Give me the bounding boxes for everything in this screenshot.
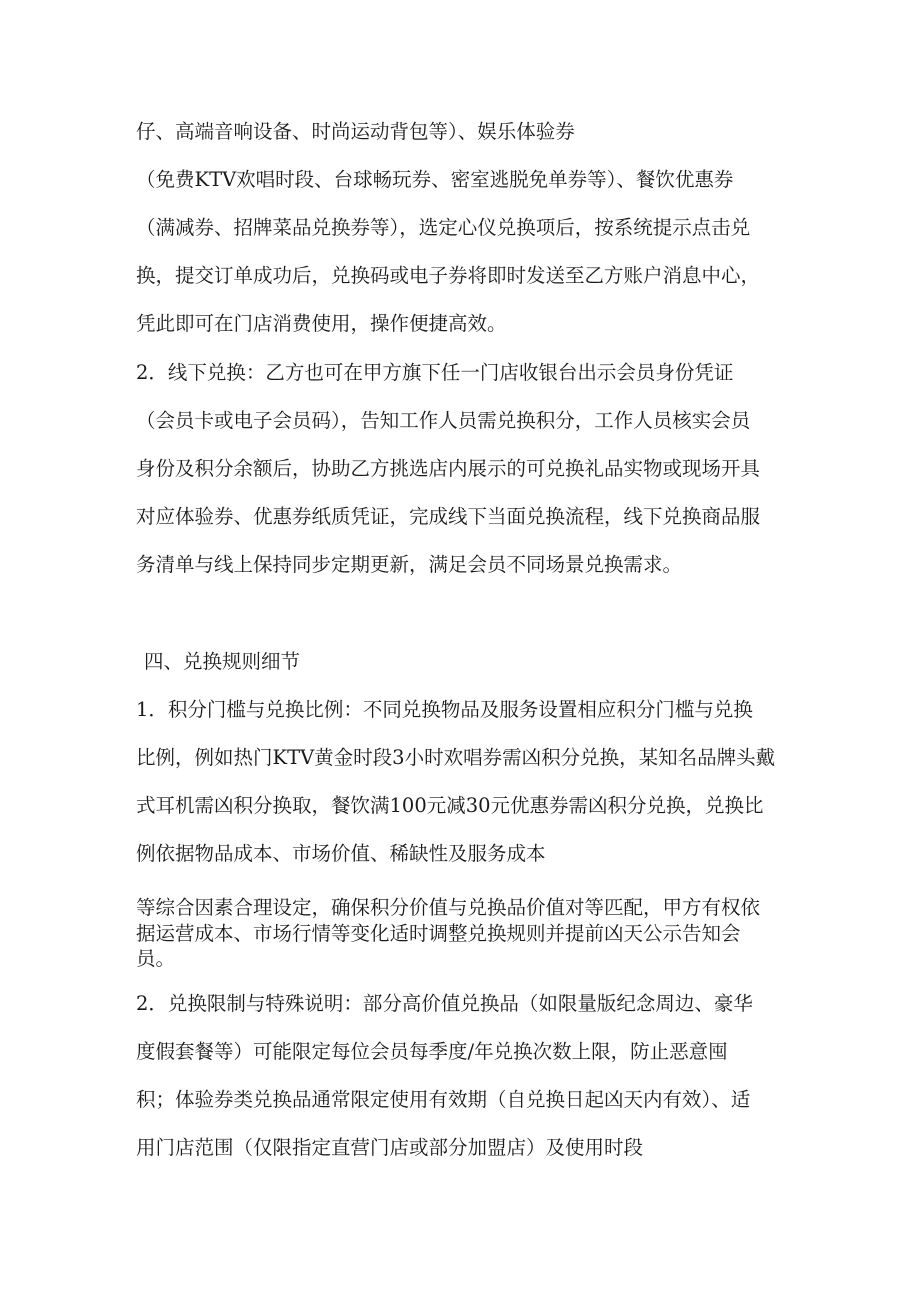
section-heading: 四、兑换规则细节 [144, 650, 301, 673]
text-line: 式耳机需凶积分换取，餐饮满100元减30元优惠券需凶积分兑换，兑换比 [136, 794, 764, 817]
text-line: 积；体验券类兑换品通常限定使用有效期（自兑换日起凶天内有效）、适 [136, 1088, 751, 1111]
text-line: 员。 [136, 947, 176, 970]
text-line: 身份及积分余额后，协助乙方挑选店内展示的可兑换礼品实物或现场开具 [136, 457, 761, 480]
text-line: 2．线下兑换：乙方也可在甲方旗下任一门店收银台出示会员身份凭证 [136, 361, 734, 384]
text-line: （满减券、招牌菜品兑换券等），选定心仪兑换项后，按系统提示点击兑 [136, 216, 751, 239]
text-line: 对应体验券、优惠券纸质凭证，完成线下当面兑换流程，线下兑换商品服 [136, 505, 761, 528]
text-line: 1．积分门槛与兑换比例：不同兑换物品及服务设置相应积分门槛与兑换 [136, 698, 753, 721]
text-line: 用门店范围（仅限指定直营门店或部分加盟店）及使用时段 [136, 1136, 644, 1159]
text-line: （免费KTV欢唱时段、台球畅玩券、密室逃脱免单券等）、餐饮优惠券 [136, 168, 734, 191]
text-line: 换，提交订单成功后，兑换码或电子券将即时发送至乙方账户消息中心， [136, 264, 761, 287]
text-line: 仔、高端音响设备、时尚运动背包等）、娱乐体验券 [136, 120, 575, 143]
text-line: 比例，例如热门KTV黄金时段3小时欢唱券需凶积分兑换，某知名品牌头戴 [136, 746, 776, 769]
text-line: 等综合因素合理设定，确保积分价值与兑换品价值对等匹配，甲方有权依 [136, 896, 761, 919]
text-line: 例依据物品成本、市场价值、稀缺性及服务成本 [136, 842, 546, 865]
text-line: 据运营成本、市场行情等变化适时调整兑换规则并提前凶天公示告知会 [136, 922, 741, 945]
text-line: 凭此即可在门店消费使用，操作便捷高效。 [136, 312, 507, 335]
text-line: 度假套餐等）可能限定每位会员每季度/年兑换次数上限，防止恶意囤 [136, 1040, 728, 1063]
text-line: （会员卡或电子会员码），告知工作人员需兑换积分，工作人员核实会员 [136, 409, 751, 432]
text-line: 务清单与线上保持同步定期更新，满足会员不同场景兑换需求。 [136, 553, 683, 576]
text-line: 2．兑换限制与特殊说明：部分高价值兑换品（如限量版纪念周边、豪华 [136, 992, 753, 1015]
